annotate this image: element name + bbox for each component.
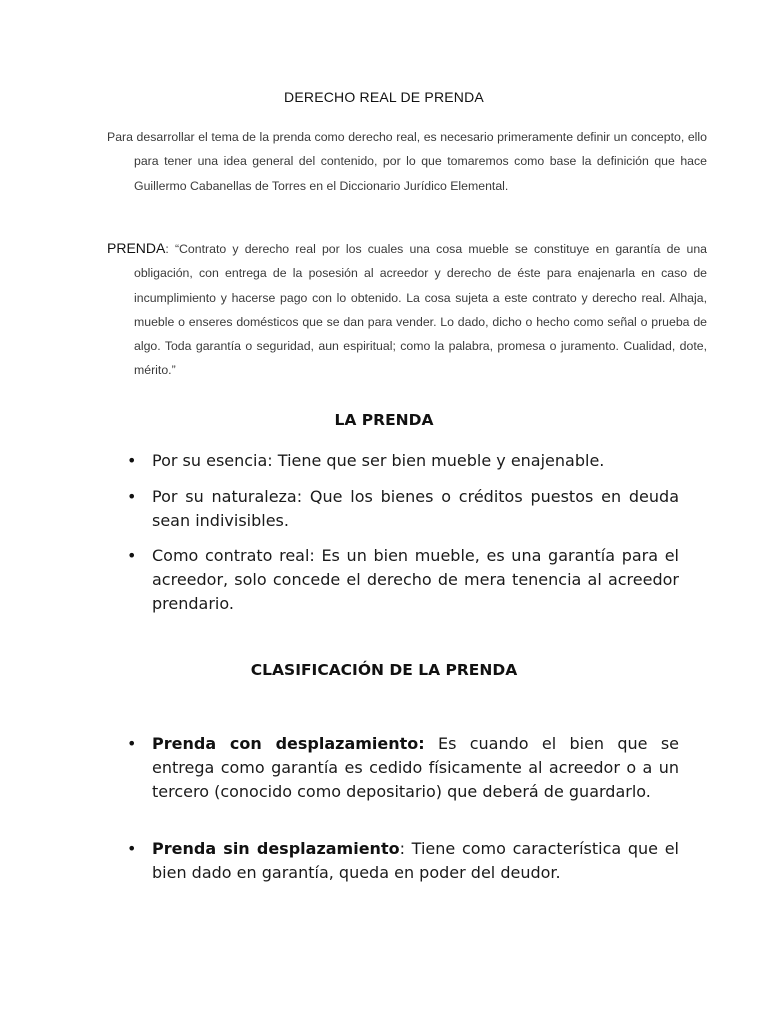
list-item-text	[152, 837, 679, 885]
bullet-icon: •	[127, 734, 137, 753]
section-heading-clasificacion: CLASIFICACIÓN DE LA PRENDA	[250, 661, 518, 679]
section-heading-la-prenda: LA PRENDA	[334, 411, 434, 429]
definition-paragraph	[107, 236, 707, 383]
definition-text: “Contrato y derecho real por los cuales una cosa mueble se constituye en garantía de una obligación, con entrega de la posesión al acreedor y derecho de éste para enajenarla en caso de incumplimiento y hacerse pago con lo obtenido. La cosa sujeta a este contrato y derecho real. Alhaja, mueble o enseres domésticos que se dan para vender. Lo dado, dicho o hecho como señal o prueba de algo. Toda garantía o seguridad, aun espiritual; como la palabra, promesa o juramento. Cualidad, dote, mérito.”	[134, 242, 707, 378]
list-item-description: : Tiene como característica que el bien dado en garantía, queda en poder del deudor.	[152, 839, 680, 882]
document-title: DERECHO REAL DE PRENDA	[284, 89, 484, 105]
list-item-text: Por su esencia: Tiene que ser bien mueble y enajenable.	[152, 451, 605, 470]
list-item-text: Por su naturaleza: Que los bienes o créditos puestos en deuda sean indivisibles.	[152, 487, 679, 530]
intro-paragraph: Para desarrollar el tema de la prenda como derecho real, es necesario primeramente definir un concepto, ello para tener una idea general del contenido, por lo que tomaremos como base la definición que hace Guillermo Cabanellas de Torres en el Diccionario Jurídico Elemental.	[107, 130, 707, 193]
list-item-term: Prenda sin desplazamiento	[152, 839, 400, 858]
list-item-description: Es cuando el bien que se entrega como garantía es cedido físicamente al acreedor o a un tercero (conocido como depositario) que deberá de guardarlo.	[152, 734, 679, 801]
list-item-term: Prenda con desplazamiento:	[152, 734, 425, 753]
bullet-icon: •	[127, 839, 137, 858]
bullet-icon: •	[127, 546, 137, 565]
bullet-icon: •	[127, 487, 137, 506]
definition-separator: :	[165, 242, 175, 256]
list-item-text	[152, 732, 679, 804]
definition-term: PRENDA	[107, 240, 166, 256]
bullet-icon: •	[127, 451, 137, 470]
list-item-text: Como contrato real: Es un bien mueble, es una garantía para el acreedor, solo concede el derecho de mera tenencia al acreedor prendario.	[152, 546, 679, 613]
